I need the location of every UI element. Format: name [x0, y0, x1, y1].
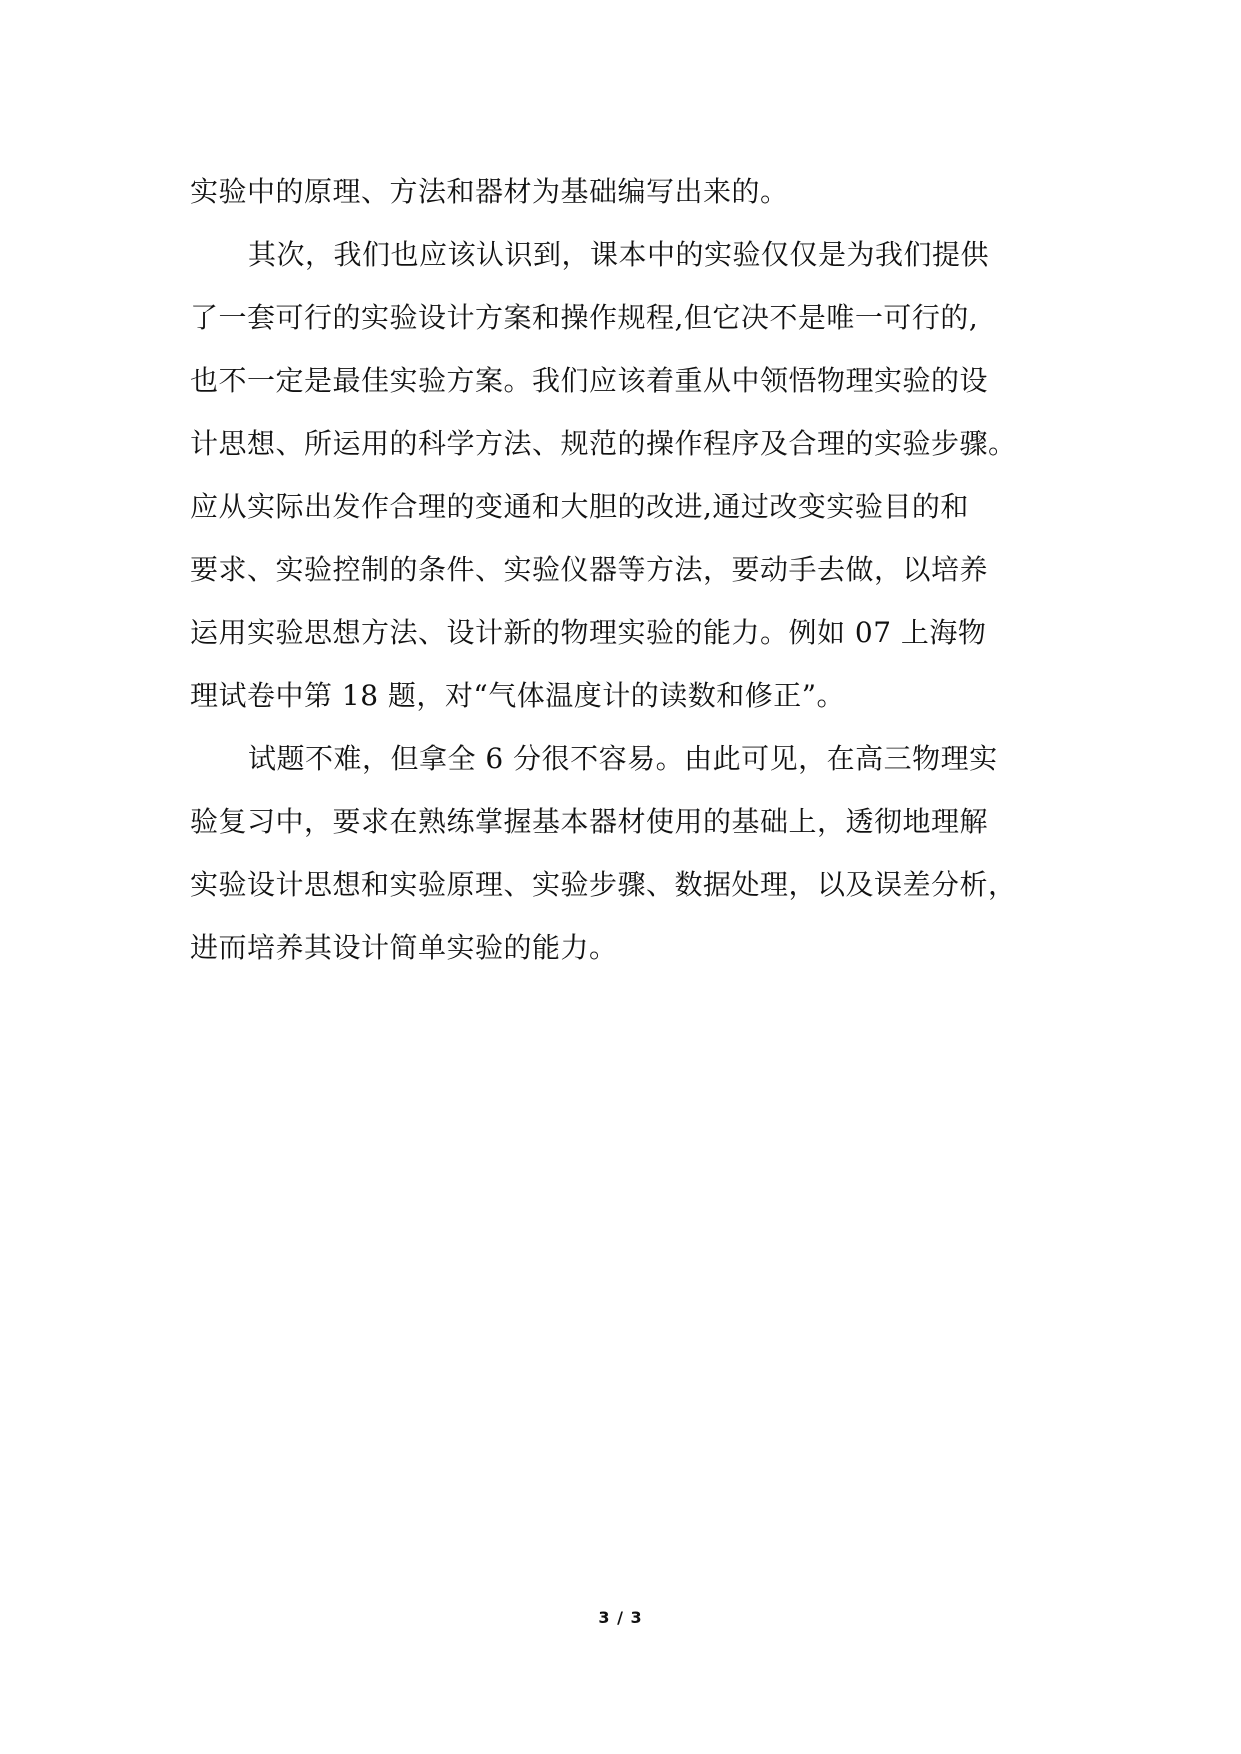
text-line: 了一套可行的实验设计方案和操作规程,但它决不是唯一可行的, — [190, 301, 979, 334]
text-line: 也不一定是最佳实验方案。我们应该着重从中领悟物理实验的设 — [190, 364, 989, 397]
text-line: 验复习中，要求在熟练掌握基本器材使用的基础上，透彻地理解 — [190, 805, 989, 838]
text-line: 理试卷中第 18 题，对“气体温度计的读数和修正”。 — [190, 679, 846, 712]
text-line: 实验中的原理、方法和器材为基础编写出来的。 — [190, 175, 789, 208]
text-line: 实验设计思想和实验原理、实验步骤、数据处理，以及误差分析， — [190, 868, 1017, 901]
text-line: 应从实际出发作合理的变通和大胆的改进,通过改变实验目的和 — [190, 490, 969, 523]
page-number: 3 / 3 — [598, 1608, 643, 1627]
text-line: 计思想、所运用的科学方法、规范的操作程序及合理的实验步骤。 — [190, 427, 1017, 460]
text-line: 其次，我们也应该认识到，课本中的实验仅仅是为我们提供 — [248, 238, 990, 271]
text-line: 运用实验思想方法、设计新的物理实验的能力。例如 07 上海物 — [190, 616, 987, 649]
body-text — [190, 160, 1090, 979]
text-line: 进而培养其设计简单实验的能力。 — [190, 931, 618, 964]
text-line: 试题不难，但拿全 6 分很不容易。由此可见，在高三物理实 — [248, 742, 998, 775]
text-line: 要求、实验控制的条件、实验仪器等方法，要动手去做，以培养 — [190, 553, 989, 586]
